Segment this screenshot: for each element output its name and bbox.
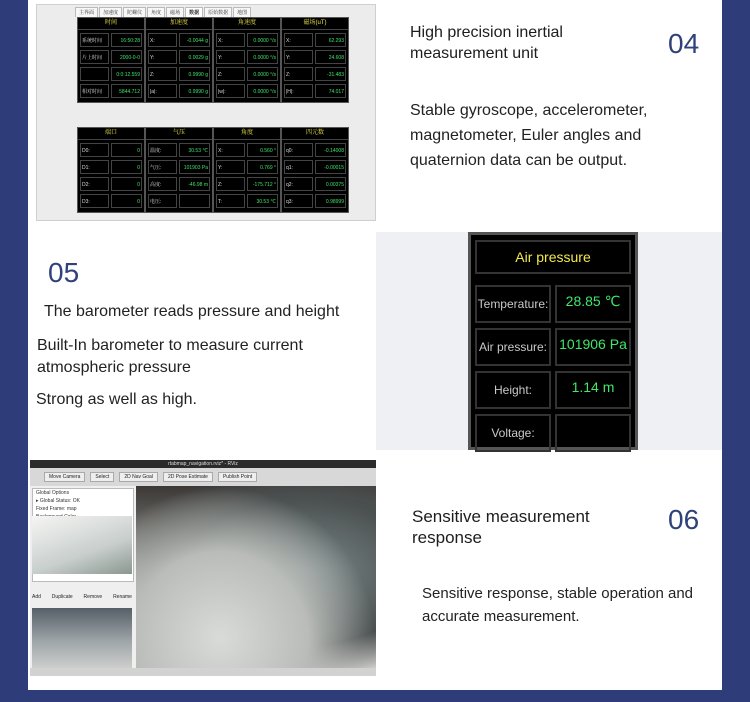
imu-field-label: Y: bbox=[148, 50, 177, 64]
imu-field-label: X: bbox=[148, 33, 177, 47]
air-pressure-label: Air pressure: bbox=[475, 328, 551, 366]
imu-field-value bbox=[179, 194, 210, 208]
rviz-display-item[interactable]: Fixed Frame: map bbox=[36, 506, 77, 512]
imu-panel-title: 角速度 bbox=[214, 18, 280, 30]
imu-panel-row bbox=[80, 33, 142, 47]
software-tab[interactable]: 角度 bbox=[147, 7, 165, 17]
section-number-04: 04 bbox=[668, 28, 700, 59]
barometer-title: The barometer reads pressure and height bbox=[44, 303, 340, 320]
rviz-display-item[interactable]: ▸ Global Status: OK bbox=[36, 498, 80, 504]
rviz-panel-button[interactable]: Duplicate bbox=[51, 594, 73, 600]
imu-panel-row bbox=[284, 160, 346, 174]
imu-panel-row bbox=[80, 84, 142, 98]
imu-panel-row bbox=[80, 177, 142, 191]
imu-panel-row bbox=[284, 50, 346, 64]
imu-field-value: -31.483 bbox=[315, 67, 346, 81]
imu-field-value: 0 bbox=[111, 177, 142, 191]
imu-field-label: Y: bbox=[284, 50, 313, 64]
imu-field-value: 0.00375 bbox=[315, 177, 346, 191]
imu-field-label: D2: bbox=[80, 177, 109, 191]
imu-data-panel bbox=[77, 17, 145, 103]
imu-field-value: 74.017 bbox=[315, 84, 346, 98]
imu-field-label: q0: bbox=[284, 143, 313, 157]
imu-field-value: 16:50:28 bbox=[111, 33, 142, 47]
rviz-camera-view-1 bbox=[32, 516, 132, 574]
imu-field-value: 101903 Pa bbox=[179, 160, 210, 174]
imu-field-label bbox=[80, 67, 109, 81]
air-pressure-value: 1.14 m bbox=[555, 371, 631, 409]
software-tab[interactable]: 地图 bbox=[233, 7, 251, 17]
rviz-panel-button[interactable]: Add bbox=[32, 594, 41, 600]
software-tab[interactable]: 磁场 bbox=[166, 7, 184, 17]
imu-panel-row bbox=[80, 143, 142, 157]
imu-field-label: 高度: bbox=[148, 177, 177, 191]
imu-field-label: 系统时间 bbox=[80, 33, 109, 47]
imu-field-value: 0.0000 °/s bbox=[247, 33, 278, 47]
imu-panel-row bbox=[216, 67, 278, 81]
imu-panel-title: 磁场(uT) bbox=[282, 18, 348, 30]
rviz-sidebar bbox=[30, 486, 136, 676]
imu-panel-row bbox=[284, 194, 346, 208]
imu-panel-row bbox=[148, 177, 210, 191]
imu-field-label: Z: bbox=[148, 67, 177, 81]
imu-field-value: -46.98 m bbox=[179, 177, 210, 191]
response-title: Sensitive measurement response bbox=[412, 507, 590, 547]
software-tab[interactable]: 数据 bbox=[185, 7, 203, 17]
imu-field-label: Y: bbox=[216, 50, 245, 64]
imu-field-label: q1: bbox=[284, 160, 313, 174]
air-pressure-label: Height: bbox=[475, 371, 551, 409]
imu-field-label: |w|: bbox=[216, 84, 245, 98]
rviz-tool-button[interactable]: 2D Pose Estimate bbox=[163, 472, 213, 482]
barometer-description: Built-In barometer to measure current atmospheric pressure bbox=[37, 337, 303, 376]
imu-field-value: -0.14008 bbox=[315, 143, 346, 157]
response-description: Sensitive response, stable operation and accurate measurement. bbox=[422, 585, 694, 625]
imu-field-value: 0.0000 °/s bbox=[247, 84, 278, 98]
software-tab[interactable]: 陀螺仪 bbox=[123, 7, 146, 17]
imu-panel-title: 角度 bbox=[214, 128, 280, 140]
imu-field-value: -0.0044 g bbox=[179, 33, 210, 47]
rviz-tool-button[interactable]: Move Camera bbox=[44, 472, 85, 482]
imu-field-label: 相对时间 bbox=[80, 84, 109, 98]
imu-panel-row bbox=[284, 33, 346, 47]
imu-field-value: 24.608 bbox=[315, 50, 346, 64]
imu-field-label: 片上时间 bbox=[80, 50, 109, 64]
rviz-screenshot bbox=[30, 460, 376, 676]
imu-field-label: q3: bbox=[284, 194, 313, 208]
imu-panel-row bbox=[80, 67, 142, 81]
imu-field-label: Z: bbox=[284, 67, 313, 81]
imu-field-label: D3: bbox=[80, 194, 109, 208]
rviz-status-bar bbox=[30, 668, 376, 676]
imu-panel-title: 时间 bbox=[78, 18, 144, 30]
imu-panel-title: 端口 bbox=[78, 128, 144, 140]
imu-panel-row bbox=[216, 50, 278, 64]
rviz-tool-button[interactable]: Publish Point bbox=[218, 472, 257, 482]
air-pressure-panel-title: Air pressure bbox=[475, 240, 631, 274]
imu-panel-row bbox=[216, 33, 278, 47]
rviz-tool-button[interactable]: Select bbox=[90, 472, 114, 482]
imu-panel-row bbox=[148, 84, 210, 98]
imu-data-panel bbox=[213, 127, 281, 213]
imu-panel-row bbox=[216, 84, 278, 98]
imu-data-panel bbox=[281, 17, 349, 103]
imu-field-label: Y: bbox=[216, 160, 245, 174]
imu-field-value: 0.0000 °/s bbox=[247, 67, 278, 81]
imu-panel-row bbox=[284, 143, 346, 157]
imu-field-value: 0.0029 g bbox=[179, 50, 210, 64]
imu-panel-row bbox=[148, 33, 210, 47]
imu-data-panel bbox=[281, 127, 349, 213]
imu-field-label: D0: bbox=[80, 143, 109, 157]
imu-field-value: 62.293 bbox=[315, 33, 346, 47]
imu-field-value: 0.0000 °/s bbox=[247, 50, 278, 64]
air-pressure-label: Temperature: bbox=[475, 285, 551, 323]
software-tab[interactable]: 原始数据 bbox=[204, 7, 232, 17]
imu-field-label: T: bbox=[216, 194, 245, 208]
imu-description: Stable gyroscope, accelerometer, magnetometer, Euler angles and quaternion data can be output. bbox=[410, 102, 648, 169]
imu-data-panel bbox=[77, 127, 145, 213]
imu-field-value: 2000-0-0 bbox=[111, 50, 142, 64]
imu-field-value: 0.9990 g bbox=[179, 67, 210, 81]
imu-field-value: 0:0:12.559 bbox=[111, 67, 142, 81]
rviz-panel-button[interactable]: Rename bbox=[113, 594, 132, 600]
imu-field-value: 0 bbox=[111, 194, 142, 208]
imu-data-panel bbox=[213, 17, 281, 103]
imu-field-value: -175.712 ° bbox=[247, 177, 278, 191]
imu-panel-row bbox=[148, 67, 210, 81]
section-imu bbox=[28, 0, 722, 225]
imu-field-label: |a|: bbox=[148, 84, 177, 98]
imu-field-label: Z: bbox=[216, 67, 245, 81]
imu-field-value: -0.00015 bbox=[315, 160, 346, 174]
imu-field-label: X: bbox=[216, 33, 245, 47]
bottom-border bbox=[0, 690, 750, 702]
air-pressure-label: Voltage: bbox=[475, 414, 551, 452]
imu-field-label: 气压: bbox=[148, 160, 177, 174]
imu-field-label: 电压: bbox=[148, 194, 177, 208]
imu-field-label: X: bbox=[284, 33, 313, 47]
imu-panel-row bbox=[216, 177, 278, 191]
imu-field-value: 30.53 ℃ bbox=[247, 194, 278, 208]
air-pressure-value: 101906 Pa bbox=[555, 328, 631, 366]
air-pressure-panel bbox=[468, 232, 638, 450]
rviz-3d-point-cloud-view bbox=[136, 486, 376, 676]
imu-title: High precision inertial measurement unit bbox=[410, 24, 563, 62]
imu-panel-title: 气压 bbox=[146, 128, 212, 140]
rviz-tool-button[interactable]: 2D Nav Goal bbox=[119, 472, 158, 482]
imu-panel-row bbox=[284, 67, 346, 81]
imu-panel-row bbox=[284, 84, 346, 98]
imu-field-value: 30.53 ℃ bbox=[179, 143, 210, 157]
imu-panel-row bbox=[148, 143, 210, 157]
imu-field-value: 0 bbox=[111, 143, 142, 157]
software-tab[interactable]: 主界面 bbox=[75, 7, 98, 17]
imu-field-value: 5844.712 bbox=[111, 84, 142, 98]
barometer-tagline: Strong as well as high. bbox=[36, 391, 197, 408]
imu-panel-row bbox=[80, 50, 142, 64]
rviz-titlebar: rtabmap_navigation.rviz* - RViz bbox=[30, 460, 376, 468]
imu-field-label: q2: bbox=[284, 177, 313, 191]
imu-panel-row bbox=[216, 143, 278, 157]
imu-field-label: X: bbox=[216, 143, 245, 157]
imu-software-screenshot bbox=[36, 4, 376, 221]
imu-panel-row bbox=[216, 160, 278, 174]
air-pressure-value: 28.85 ℃ bbox=[555, 285, 631, 323]
imu-data-panel bbox=[145, 17, 213, 103]
software-tab[interactable]: 加速度 bbox=[99, 7, 122, 17]
software-tab-bar bbox=[75, 7, 252, 17]
imu-panel-title: 四元数 bbox=[282, 128, 348, 140]
rviz-toolbar bbox=[30, 468, 376, 486]
imu-panel-row bbox=[216, 194, 278, 208]
section-number-06: 06 bbox=[668, 504, 700, 535]
imu-field-label: 温度: bbox=[148, 143, 177, 157]
rviz-display-buttons bbox=[32, 594, 132, 604]
imu-panel-row bbox=[80, 160, 142, 174]
rviz-camera-view-2 bbox=[32, 608, 132, 674]
product-detail-page bbox=[28, 0, 722, 702]
imu-field-label: Z: bbox=[216, 177, 245, 191]
imu-field-value: 0.9990 g bbox=[179, 84, 210, 98]
imu-field-value: 0.560 ° bbox=[247, 143, 278, 157]
imu-field-label: D1: bbox=[80, 160, 109, 174]
rviz-display-item[interactable]: Global Options bbox=[36, 490, 70, 496]
imu-field-value: 0 bbox=[111, 160, 142, 174]
imu-panel-row bbox=[284, 177, 346, 191]
imu-field-value: 0.98999 bbox=[315, 194, 346, 208]
section-number-05: 05 bbox=[48, 257, 80, 288]
imu-field-label: |H|: bbox=[284, 84, 313, 98]
imu-panel-row bbox=[80, 194, 142, 208]
rviz-panel-button[interactable]: Remove bbox=[83, 594, 103, 600]
imu-panel-row bbox=[148, 194, 210, 208]
air-pressure-value bbox=[555, 414, 631, 452]
imu-data-panel bbox=[145, 127, 213, 213]
imu-panel-title: 加速度 bbox=[146, 18, 212, 30]
imu-panel-row bbox=[148, 50, 210, 64]
imu-panel-row bbox=[148, 160, 210, 174]
imu-field-value: 0.769 ° bbox=[247, 160, 278, 174]
